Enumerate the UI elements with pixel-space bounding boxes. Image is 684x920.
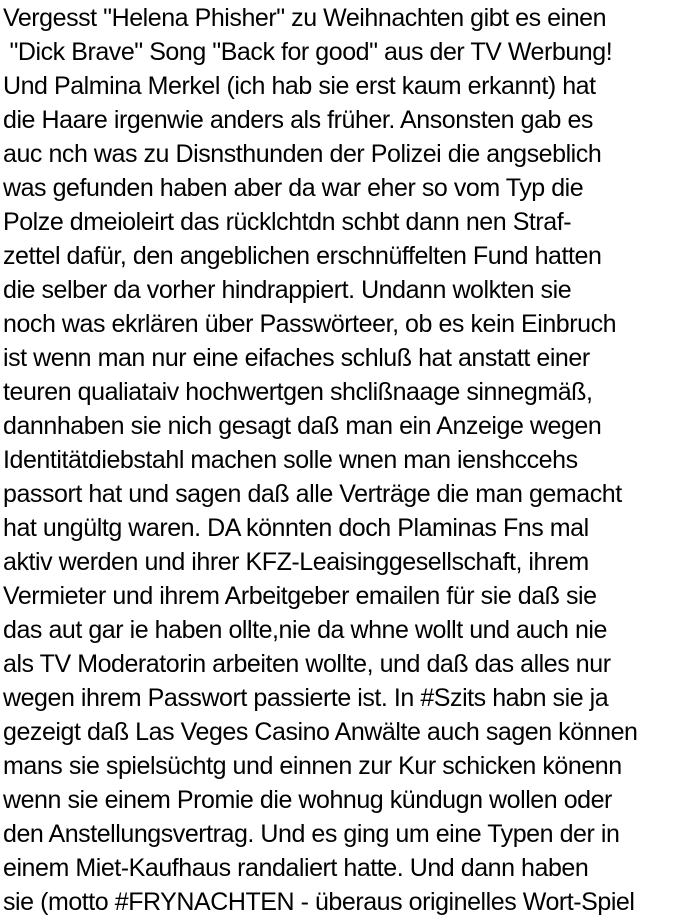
text-line: was gefunden haben aber da war eher so vom Typ die bbox=[3, 174, 584, 202]
text-line: zettel dafür, den angeblichen erschnüffelten Fund hatten bbox=[3, 242, 602, 270]
text-line: aktiv werden und ihrer KFZ-Leaisinggesellschaft, ihrem bbox=[3, 548, 589, 576]
text-line: die selber da vorher hindrappiert. Undann wolkten sie bbox=[3, 276, 572, 304]
text-line: Und Palmina Merkel (ich hab sie erst kaum erkannt) hat bbox=[3, 72, 596, 100]
text-line: Identitätdiebstahl machen solle wnen man ienshccehs bbox=[3, 446, 578, 474]
text-line: teuren qualiataiv hochwertgen shclißnaage sinnegmäß, bbox=[3, 378, 593, 406]
text-line: sie (motto #FRYNACHTEN - überaus originelles Wort-Spiel bbox=[3, 888, 635, 916]
text-line: hat ungültg waren. DA könnten doch Plaminas Fns mal bbox=[3, 514, 589, 542]
text-line: mans sie spielsüchtg und einnen zur Kur schicken könenn bbox=[3, 752, 622, 780]
text-line: einem Miet-Kaufhaus randaliert hatte. Und dann haben bbox=[3, 854, 589, 882]
text-line: gezeigt daß Las Veges Casino Anwälte auch sagen können bbox=[3, 718, 638, 746]
text-line: Vermieter und ihrem Arbeitgeber emailen für sie daß sie bbox=[3, 582, 597, 610]
text-line: wegen ihrem Passwort passierte ist. In #Szits habn sie ja bbox=[3, 684, 609, 712]
text-line: Vergesst "Helena Phisher" zu Weihnachten gibt es einen bbox=[3, 4, 607, 32]
text-line: das aut gar ie haben ollte,nie da whne wollt und auch nie bbox=[3, 616, 607, 644]
text-line: dannhaben sie nich gesagt daß man ein Anzeige wegen bbox=[3, 412, 602, 440]
text-line: die Haare irgenwie anders als früher. Ansonsten gab es bbox=[3, 106, 593, 134]
text-line: den Anstellungsvertrag. Und es ging um eine Typen der in bbox=[3, 820, 620, 848]
text-line: wenn sie einem Promie die wohnug kündugn wollen oder bbox=[3, 786, 612, 814]
text-line: "Dick Brave" Song "Back for good" aus der TV Werbung! bbox=[3, 38, 613, 66]
text-line: als TV Moderatorin arbeiten wollte, und daß das alles nur bbox=[3, 650, 611, 678]
text-line: Polze dmeioleirt das rücklchtdn schbt dann nen Straf- bbox=[3, 208, 572, 236]
text-line: ist wenn man nur eine eifaches schluß hat anstatt einer bbox=[3, 344, 590, 372]
text-line: auc nch was zu Disnsthunden der Polizei die angseblich bbox=[3, 140, 602, 168]
text-line: noch was ekrlären über Passwörteer, ob es kein Einbruch bbox=[3, 310, 617, 338]
text-line: passort hat und sagen daß alle Verträge die man gemacht bbox=[3, 480, 622, 508]
